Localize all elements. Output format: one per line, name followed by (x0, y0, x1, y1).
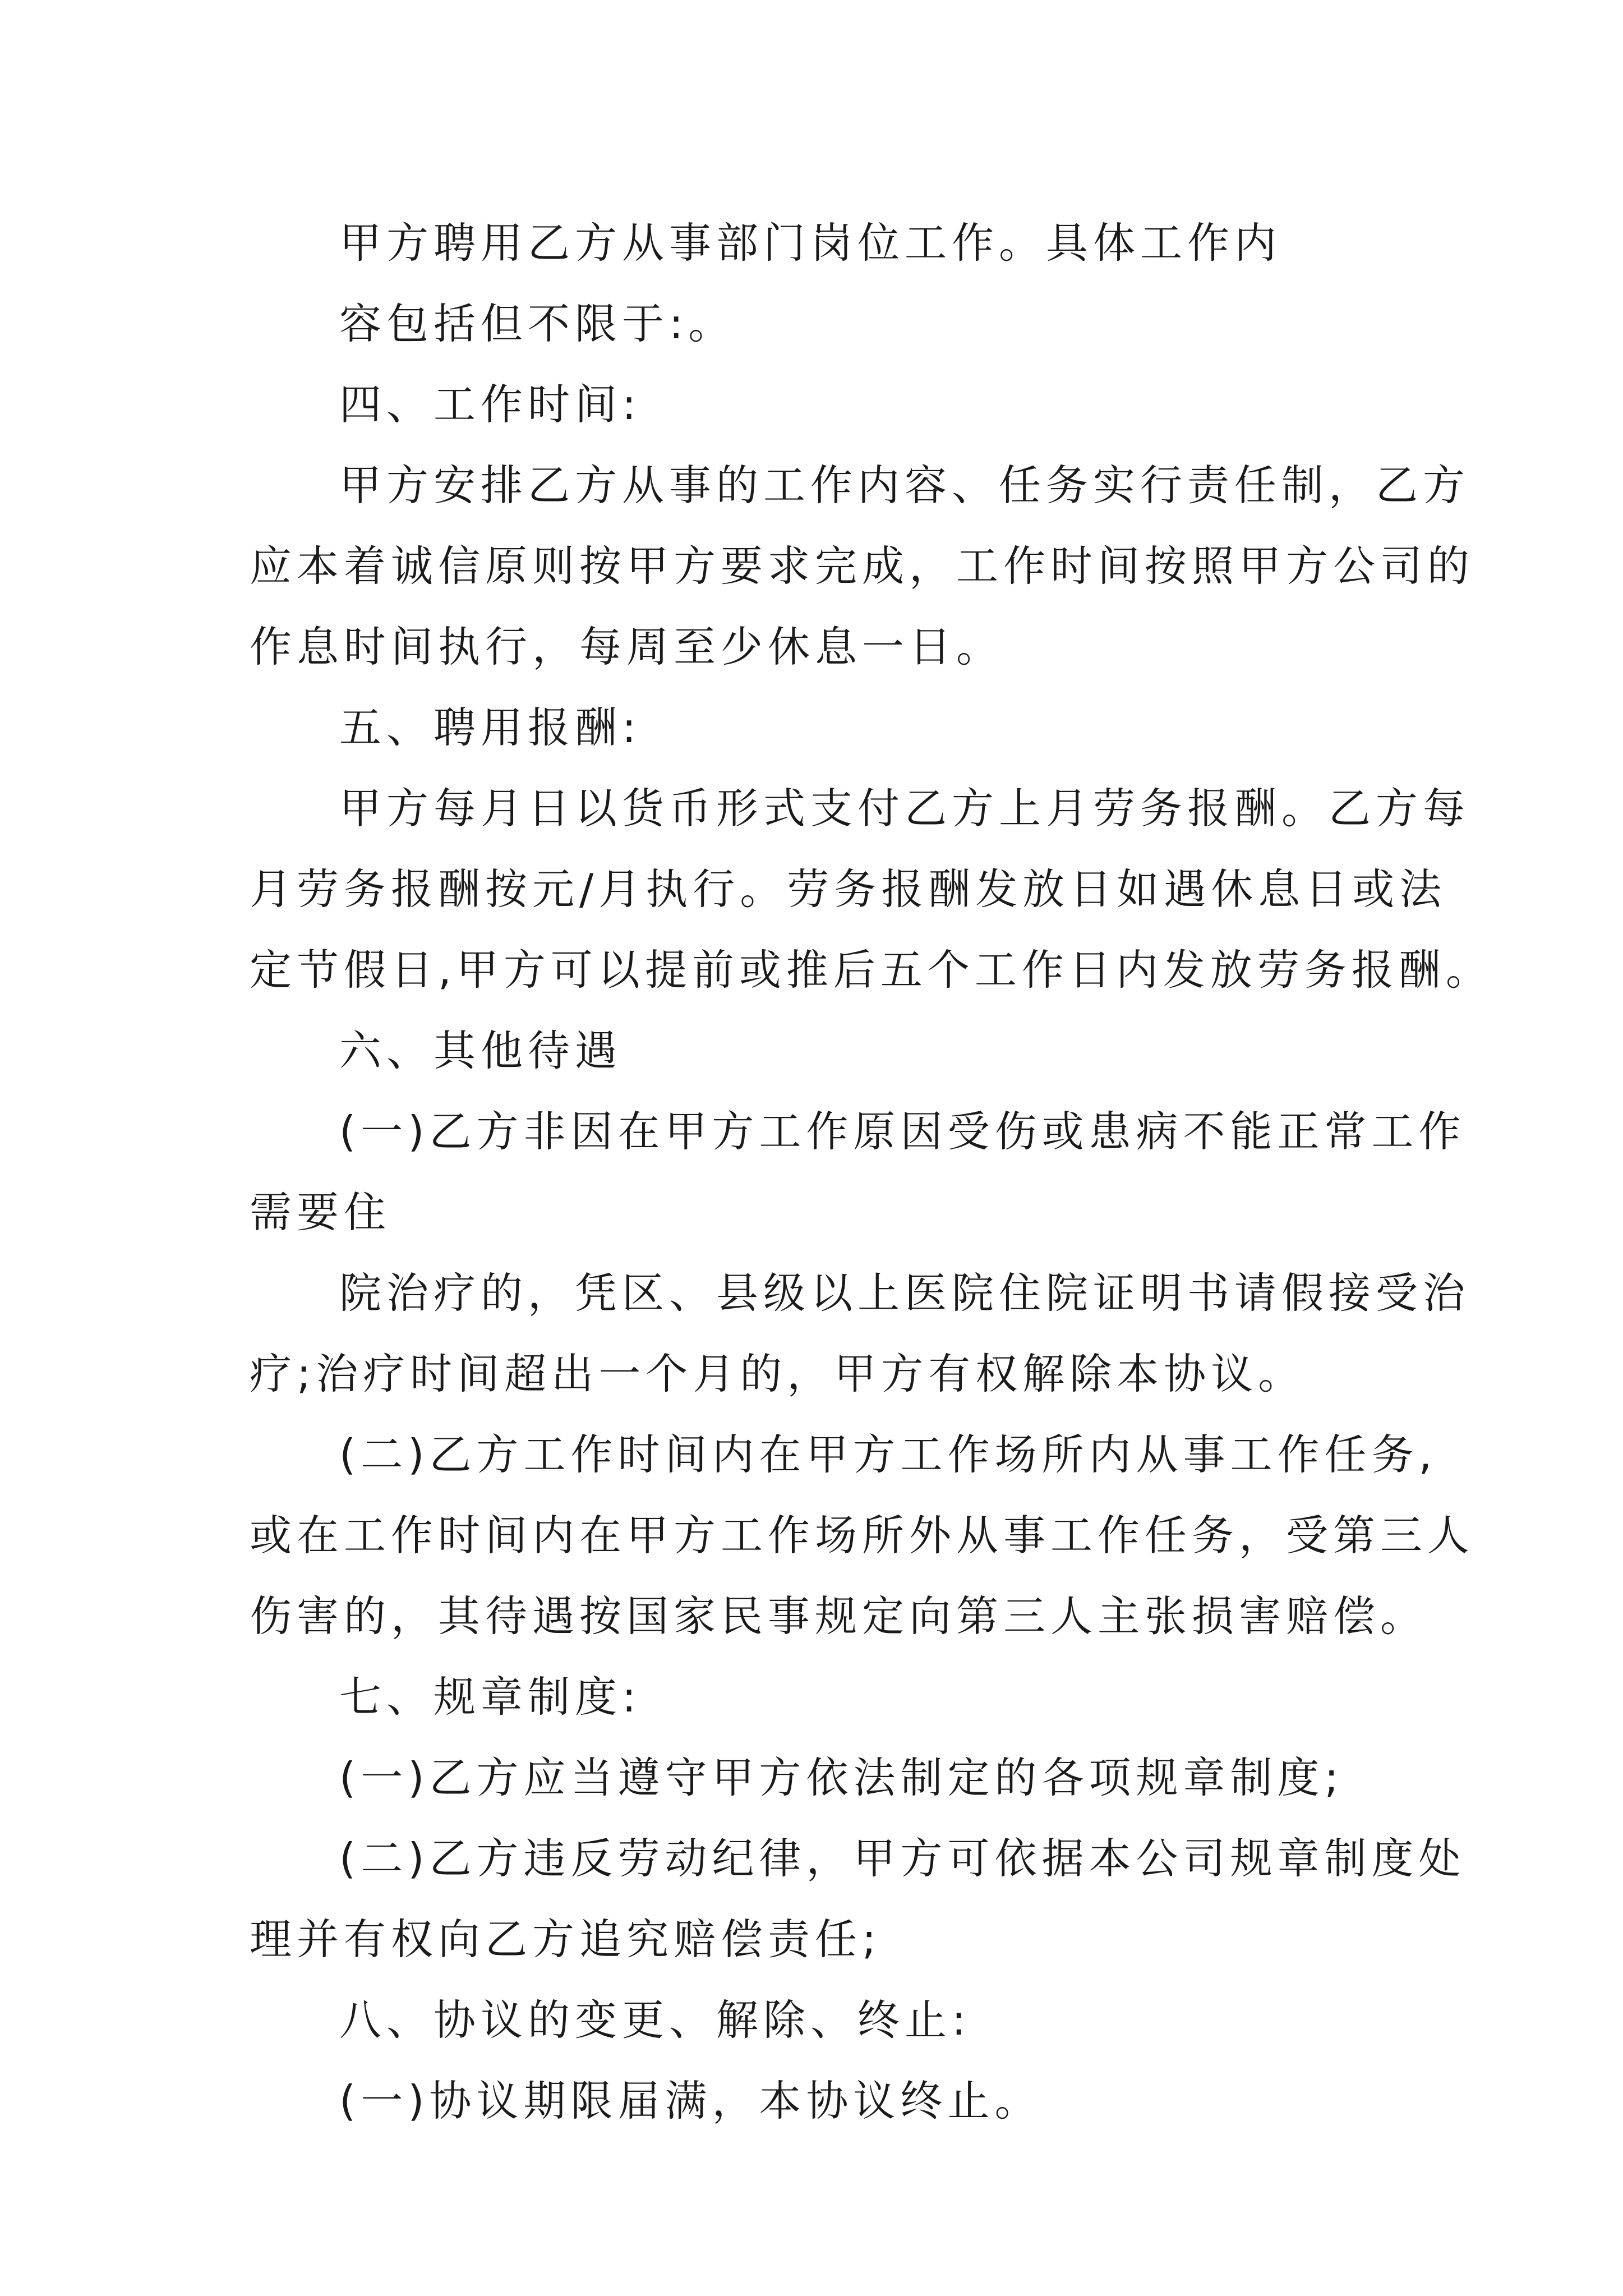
text-line: 甲方聘用乙方从事部门岗位工作。具体工作内 (339, 218, 1282, 268)
text-line: 月劳务报酬按元/月执行。劳务报酬发放日如遇休息日或法 (250, 864, 1447, 914)
text-line: 需要住 (250, 1188, 391, 1237)
text-line: 应本着诚信原则按甲方要求完成，工作时间按照甲方公司的 (250, 541, 1475, 591)
text-line: 院治疗的，凭区、县级以上医院住院证明书请假接受治 (339, 1268, 1470, 1318)
text-line: 容包括但不限于:。 (339, 299, 736, 348)
text-line: 伤害的，其待遇按国家民事规定向第三人主张损害赔偿。 (250, 1591, 1428, 1641)
section-heading: 八、协议的变更、解除、终止: (339, 1995, 971, 2045)
text-line: 作息时间执行，每周至少休息一日。 (250, 622, 1004, 671)
section-heading: 四、工作时间: (339, 380, 642, 429)
section-heading: 六、其他待遇 (339, 1026, 623, 1075)
text-line: 或在工作时间内在甲方工作场所外从事工作任务，受第三人 (250, 1511, 1475, 1560)
text-line: 甲方安排乙方从事的工作内容、任务实行责任制，乙方 (339, 461, 1470, 510)
section-heading: 五、聘用报酬: (339, 703, 642, 752)
text-line: (一)乙方应当遵守甲方依法制定的各项规章制度; (339, 1753, 1344, 1802)
text-line: (二)乙方违反劳动纪律，甲方可依据本公司规章制度处 (339, 1834, 1466, 1883)
text-line: (一)协议期限届满，本协议终止。 (339, 2076, 1042, 2125)
text-line: (一)乙方非因在甲方工作原因受伤或患病不能正常工作 (339, 1107, 1466, 1156)
text-line: (二)乙方工作时间内在甲方工作场所内从事工作任务, (339, 1430, 1437, 1479)
text-line: 甲方每月日以货币形式支付乙方上月劳务报酬。乙方每 (339, 784, 1470, 833)
text-line: 疗;治疗时间超出一个月的，甲方有权解除本协议。 (250, 1349, 1306, 1398)
text-line: 定节假日,甲方可以提前或推后五个工作日内发放劳务报酬。 (250, 945, 1493, 995)
section-heading: 七、规章制度: (339, 1672, 642, 1722)
text-line: 理并有权向乙方追究赔偿责任; (250, 1915, 882, 1964)
